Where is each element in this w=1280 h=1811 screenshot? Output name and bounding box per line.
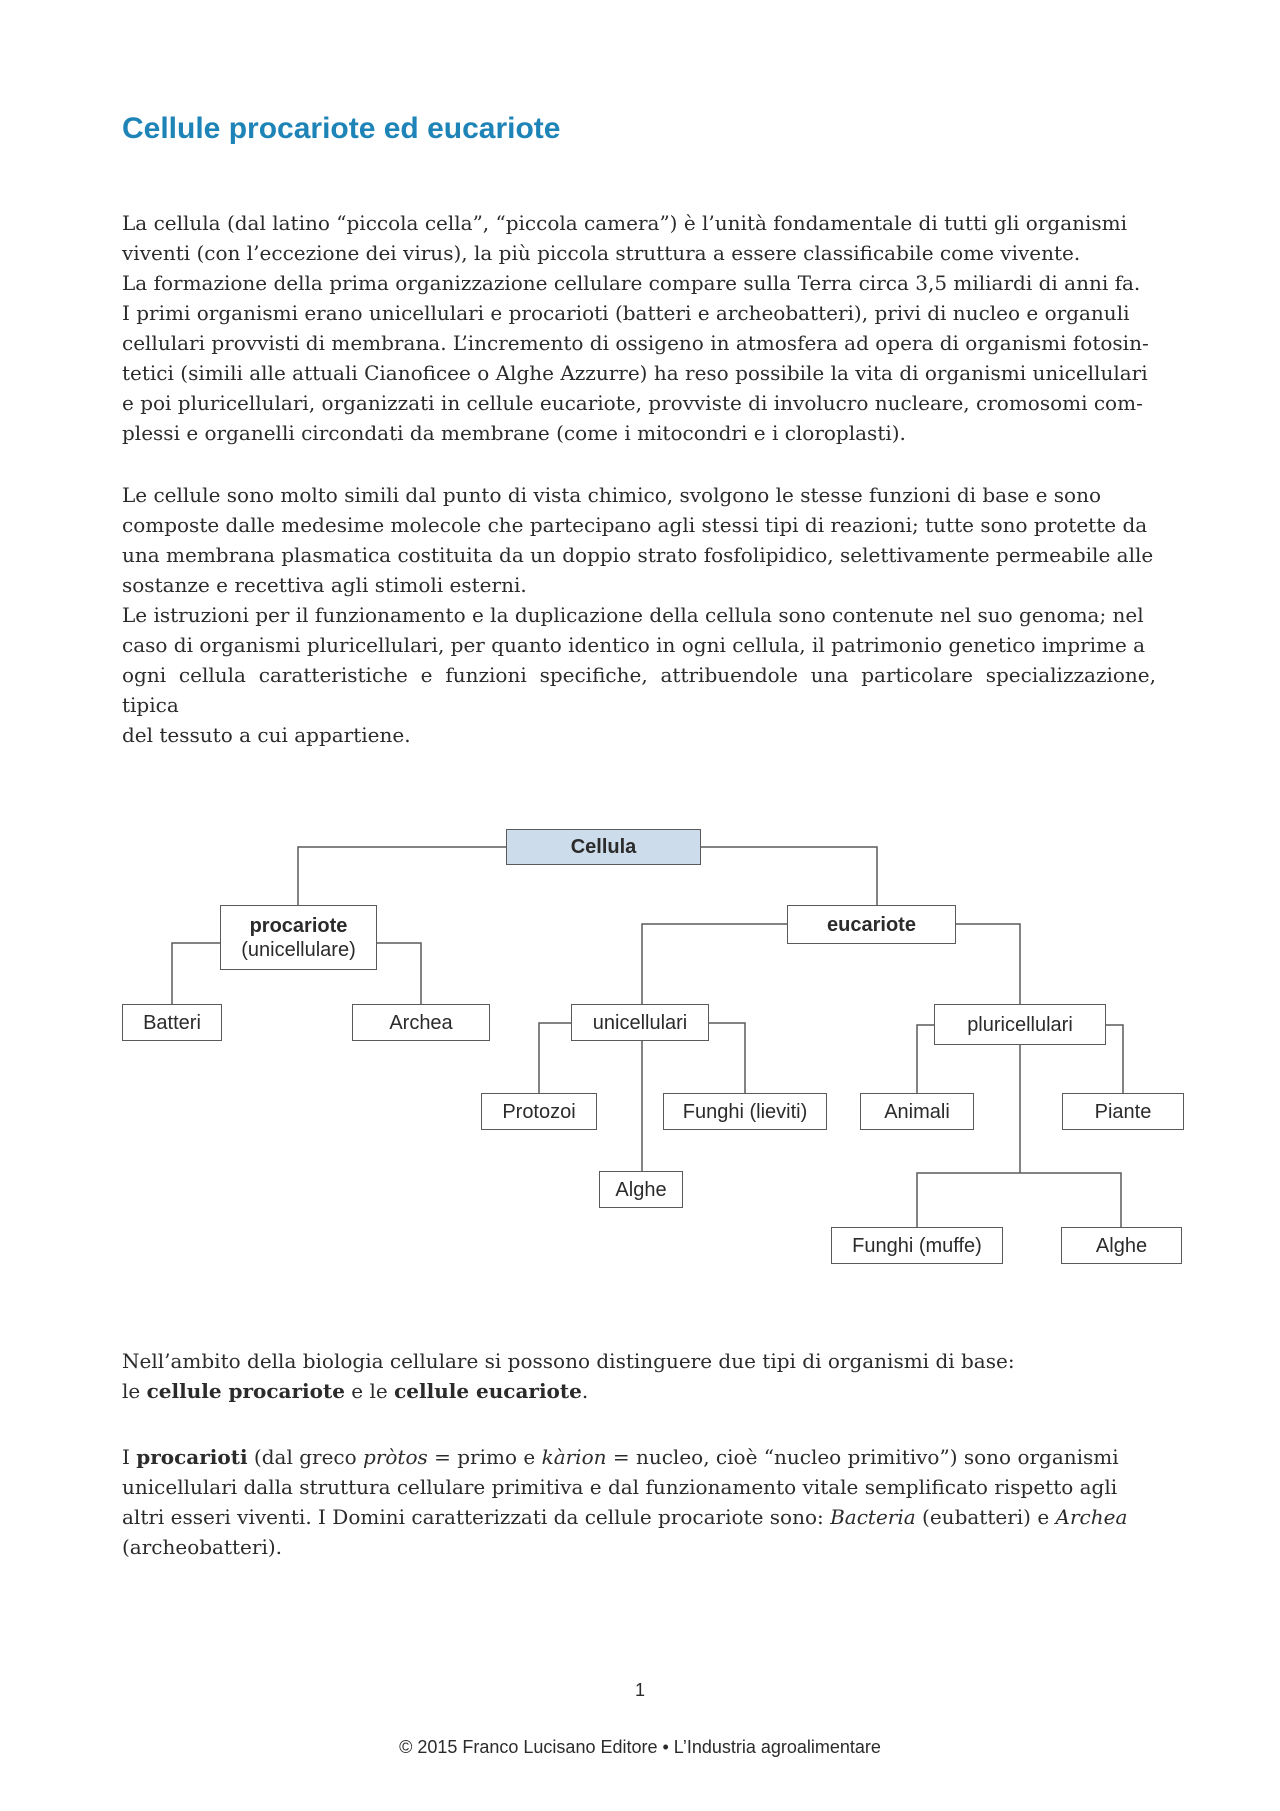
connector-pluricellulari-piante bbox=[1106, 1025, 1123, 1093]
connector-pluricellulari-funghi-muffe bbox=[917, 1173, 1020, 1227]
node-sublabel: (unicellulare) bbox=[241, 938, 356, 961]
italic-term-archea: Archea bbox=[1055, 1505, 1128, 1529]
node-label: pluricellulari bbox=[967, 1013, 1073, 1036]
node-procariote bbox=[220, 905, 377, 970]
node-label: Animali bbox=[884, 1100, 950, 1123]
node-label: procariote bbox=[249, 914, 348, 937]
text-line bbox=[122, 1376, 1156, 1406]
text-line: La formazione della prima organizzazione cellulare compare sulla Terra circa 3,5 miliardi di anni fa. bbox=[122, 271, 1141, 295]
text-line: I primi organismi erano unicellulari e procarioti (batteri e archeobatteri), privi di nucleo e organuli bbox=[122, 301, 1130, 325]
text-line: La cellula (dal latino “piccola cella”, “piccola camera”) è l’unità fondamentale di tutti gli organismi bbox=[122, 211, 1128, 235]
paragraph-two-types bbox=[122, 1346, 1156, 1406]
footer-copyright: © 2015 Franco Lucisano Editore • L’Industria agroalimentare bbox=[399, 1737, 881, 1757]
text-line: caso di organismi pluricellulari, per quanto identico in ogni cellula, il patrimonio genetico imprime a bbox=[122, 633, 1146, 657]
node-label: Cellula bbox=[570, 836, 637, 858]
page-number: 1 bbox=[634, 1680, 645, 1700]
connector-pluricellulari-animali bbox=[917, 1025, 934, 1093]
paragraph-procarioti bbox=[122, 1442, 1156, 1562]
text-line: ogni cellula caratteristiche e funzioni specifiche, attribuendole una particolare specializzazione, tipica bbox=[122, 663, 1156, 717]
bold-term-procarioti: procarioti bbox=[136, 1445, 248, 1469]
text-line: Nell’ambito della biologia cellulare si possono distinguere due tipi di organismi di base: bbox=[122, 1349, 1015, 1373]
node-label: Archea bbox=[389, 1011, 453, 1034]
connector-procariote-batteri bbox=[172, 943, 220, 1004]
italic-term-karion: kàrion bbox=[541, 1445, 607, 1469]
connector-unicellulari-funghi-lieviti bbox=[709, 1023, 745, 1093]
node-archea bbox=[352, 1004, 490, 1041]
text-line: una membrana plasmatica costituita da un doppio strato fosfolipidico, selettivamente permeabile alle bbox=[122, 543, 1154, 567]
node-pluricellulari bbox=[934, 1004, 1106, 1045]
text-line: cellulari provvisti di membrana. L’incremento di ossigeno in atmosfera ad opera di organismi fotosin- bbox=[122, 331, 1149, 355]
node-label: eucariote bbox=[827, 913, 916, 936]
text-line bbox=[122, 1502, 1156, 1532]
text-run: e le bbox=[344, 1379, 395, 1403]
node-alghe-pluricellulari bbox=[1061, 1227, 1182, 1264]
italic-term-bacteria: Bacteria bbox=[830, 1505, 916, 1529]
node-cellula bbox=[506, 829, 701, 865]
node-unicellulari bbox=[571, 1004, 709, 1041]
paragraph-intro bbox=[122, 208, 1156, 448]
text-line: e poi pluricellulari, organizzati in cellule eucariote, provviste di involucro nucleare, cromosomi com- bbox=[122, 391, 1143, 415]
connector-pluricellulari-alghe bbox=[1020, 1173, 1121, 1227]
paragraph-cell-properties bbox=[122, 480, 1156, 750]
text-run: I bbox=[122, 1445, 137, 1469]
node-label: Alghe bbox=[1095, 1234, 1148, 1257]
node-label: Funghi (lieviti) bbox=[682, 1100, 808, 1123]
connector-eucariote-pluricellulari bbox=[956, 924, 1020, 1004]
text-line: tetici (simili alle attuali Cianoficee o Alghe Azzurre) ha reso possibile la vita di organismi unicellulari bbox=[122, 361, 1148, 385]
text-line: unicellulari dalla struttura cellulare primitiva e dal funzionamento vitale semplificato rispetto agli bbox=[122, 1475, 1118, 1499]
text-run: le bbox=[122, 1379, 147, 1403]
connector-eucariote-unicellulari bbox=[642, 924, 787, 1004]
text-line: del tessuto a cui appartiene. bbox=[122, 723, 411, 747]
node-alghe-unicellulari bbox=[599, 1171, 683, 1208]
bold-term-procariote: cellule procariote bbox=[146, 1379, 345, 1403]
text-line: plessi e organelli circondati da membrane (come i mitocondri e i cloroplasti). bbox=[122, 421, 906, 445]
text-run: (dal greco bbox=[247, 1445, 364, 1469]
node-animali bbox=[860, 1093, 974, 1130]
node-protozoi bbox=[481, 1093, 597, 1130]
text-run: altri esseri viventi. I Domini caratterizzati da cellule procariote sono: bbox=[122, 1505, 831, 1529]
text-line: composte dalle medesime molecole che partecipano agli stessi tipi di reazioni; tutte sono protette da bbox=[122, 513, 1148, 537]
node-label: Protozoi bbox=[502, 1100, 576, 1123]
connector-unicellulari-protozoi bbox=[539, 1023, 571, 1093]
italic-term-protos: pròtos bbox=[363, 1445, 428, 1469]
text-line: (archeobatteri). bbox=[122, 1535, 282, 1559]
node-batteri bbox=[122, 1004, 222, 1041]
page-title: Cellule procariote ed eucariote bbox=[122, 112, 561, 145]
node-label: Funghi (muffe) bbox=[852, 1234, 982, 1257]
connector-root-eucariote bbox=[701, 847, 877, 905]
text-line: viventi (con l’eccezione dei virus), la più piccola struttura a essere classificabile come vivente. bbox=[122, 241, 1081, 265]
node-label: unicellulari bbox=[592, 1011, 688, 1034]
node-label: Batteri bbox=[143, 1011, 201, 1034]
node-piante bbox=[1062, 1093, 1184, 1130]
node-funghi-lieviti bbox=[663, 1093, 827, 1130]
text-line: Le istruzioni per il funzionamento e la duplicazione della cellula sono contenute nel suo genoma; nel bbox=[122, 603, 1144, 627]
text-line: Le cellule sono molto simili dal punto di vista chimico, svolgono le stesse funzioni di base e sono bbox=[122, 483, 1101, 507]
node-eucariote bbox=[787, 905, 956, 944]
text-run: = nucleo, cioè “nucleo primitivo”) sono organismi bbox=[606, 1445, 1119, 1469]
text-line: sostanze e recettiva agli stimoli esterni. bbox=[122, 573, 527, 597]
text-run: . bbox=[581, 1379, 589, 1403]
text-run: = primo e bbox=[427, 1445, 542, 1469]
node-label: Piante bbox=[1094, 1100, 1152, 1123]
bold-term-eucariote: cellule eucariote bbox=[394, 1379, 582, 1403]
connector-procariote-archea bbox=[377, 943, 421, 1004]
node-funghi-muffe bbox=[831, 1227, 1003, 1264]
text-run: (eubatteri) e bbox=[915, 1505, 1056, 1529]
connector-root-procariote bbox=[298, 847, 506, 905]
node-label: Alghe bbox=[615, 1178, 667, 1201]
text-line bbox=[122, 1442, 1156, 1472]
